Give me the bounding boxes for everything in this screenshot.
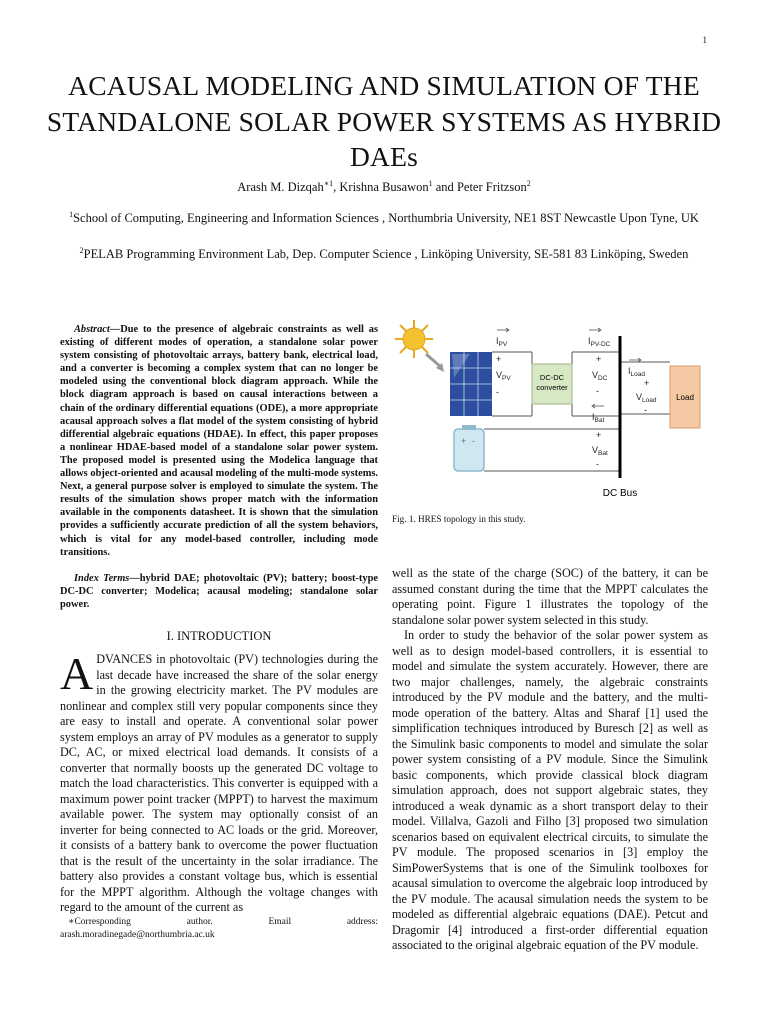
affiliation-text: School of Computing, Engineering and Information Sciences , Northumbria University, NE1 8ST Newcastle Upon Tyne, UK (73, 211, 699, 225)
author-superscript: ∗1 (323, 178, 334, 188)
abstract-lead: Abstract (74, 324, 110, 335)
label-i-bat: $I_{Bat}$ (592, 412, 605, 424)
author-list (40, 180, 728, 195)
affiliation-superscript: 2 (79, 245, 84, 255)
label-v-dc: $V_{DC}$ (592, 370, 608, 382)
paragraph: In order to study the behavior of the solar power system as well as to design model-based controllers, it is essential to model and simulate the system accurately. However, there are two major challenges, namely, the algebraic constraints introduced by the PV module and the battery, and the multi-mode operation of the battery. Altas and Sharaf [1] used the simplification techniques introduced by Buresch [2] as well as the Simulink basic components to model and simulate the solar power system consisting of a PV module. Since the Simulink basic components, which provide classical block diagram simulation approach, does not support algebraic states, they introduced a weak dynamic as a short transport delay to their model. Villalva, Gazoli and Filho [3] proposed two simulation scenarios based on equivalent electrical circuits, to simulate the PV module. The proposed scenarios in [3] employ the SimPowerSystems that is one of the Simulink toolboxes for acausal simulation to overcome the algebraic loop introduced by the PV module. The acausal simulation needs the system to be modeled as differential algebraic equations (DAE). Petcut and Dragomir [4] introduced a first-order differential equation associated to the original algebraic equation of the PV module. (392, 628, 708, 952)
right-column-text (392, 566, 708, 954)
label-i-pv-dc: $I_{PV-DC}$ (588, 336, 611, 348)
footnote-word: address: (346, 917, 378, 927)
page-number: 1 (702, 35, 707, 45)
affiliation-superscript: 1 (69, 209, 74, 219)
author-superscript: 2 (526, 178, 531, 188)
plus-sign: + (596, 430, 602, 440)
minus-sign: - (496, 387, 499, 397)
footnote-email: arash.moradinegade@northumbria.ac.uk (60, 930, 215, 940)
sun-icon (395, 320, 433, 358)
circuit-wires (484, 352, 670, 471)
affiliation-2 (60, 245, 708, 263)
abstract-text: —Due to the presence of algebraic constraints as well as existing of different modes of operation, a standalone solar power system consisting of photovoltaic arrays, battery bank, electrical load, and a converter is becoming a complex system that can no longer be modeled using the conventional block diagram approach. While the block diagram approach is based on causal interactions between a chain of the ordinary differential equations (ODE), a more appropriate acausal approach solves a flat model of the system consisting of hybrid differential algebraic equations (HDAE). In effect, this paper proposes a nonlinear HDAE-based model of a standalone solar power system. The proposed model is presented using the Modelica language that allows object-oriented and acausal modeling of the multi-mode systems. Next, a general purpose solver is employed to simulate the system. The results of the simulation shows proper match with the information available in the components datasheet. It is shown that the simulation provides a sufficiently accurate prediction of all the system behaviors, which is vital for any model-based controller, including mode transitions. (60, 324, 378, 558)
label-i-pv: $I_{PV}$ (496, 336, 508, 348)
author-name: Arash M. Dizqah (237, 180, 324, 194)
index-terms-lead: Index Terms (74, 573, 130, 584)
label-v-bat: $V_{Bat}$ (592, 445, 608, 457)
label-i-load: $I_{Load}$ (628, 366, 645, 378)
plus-sign: + (496, 354, 502, 364)
minus-sign: - (596, 459, 599, 469)
footnote (60, 916, 378, 942)
author-name: Peter Fritzson (456, 180, 527, 194)
intro-text: DVANCES in photovoltaic (PV) technologies during the last decade have increased the share of the solar energy in the growing electricity market. The PV modules are nonlinear and complex still very popular components since they are easy to install and operate. A conventional solar power system employs an array of PV modules as a generator to supply DC, AC, or mixed electrical load demands. It consists of a converter that normally boosts up the generated DC voltage to match the load characteristics. This converter is equipped with a maximum power point tracker (MPPT) to harvest the maximum available power. The system may optionally consist of an inverter for being connected to AC loads or the grid. Moreover, it consists of a battery bank to overcome the power fluctuation that is the result of the uncertainty in the solar irradiance. The battery also provides a constant voltage bus, which is essential for the MPPT algorithm. Although the voltage changes with regard to the amount of the current as (60, 652, 378, 914)
abstract (60, 323, 378, 559)
figure-hres-topology (392, 316, 708, 506)
load-label: Load (676, 393, 694, 402)
battery-icon (454, 425, 484, 471)
paragraph: well as the state of the charge (SOC) of the battery, it can be assumed constant during the time that the MPPT calculates the operating point. Figure 1 illustrates the topology of the standalone solar power system selected in this study. (392, 566, 708, 627)
minus-sign: - (596, 386, 599, 396)
irradiance-arrow-icon (426, 354, 444, 372)
intro-paragraph (60, 648, 378, 916)
converter-label: converter (536, 383, 568, 392)
drop-cap: A (60, 648, 94, 699)
label-v-load: $V_{Load}$ (636, 392, 657, 404)
figure-caption: Fig. 1. HRES topology in this study. (392, 514, 526, 524)
affiliation-text: PELAB Programming Environment Lab, Dep. Computer Science , Linköping University, SE-581 83 Linköping, Sweden (83, 247, 689, 261)
footnote-word: ∗Corresponding (68, 917, 131, 927)
footnote-word: Email (268, 917, 292, 927)
author-name: Krishna Busawon (339, 180, 429, 194)
converter-label: DC-DC (539, 373, 565, 382)
paper-title: ACAUSAL MODELING AND SIMULATION OF THE STANDALONE SOLAR POWER SYSTEMS AS HYBRID DAEs (46, 70, 722, 172)
footnote-word: author. (186, 917, 213, 927)
plus-sign: + (596, 354, 602, 364)
section-heading: I. INTRODUCTION (166, 629, 272, 643)
index-terms (60, 572, 378, 611)
author-separator: , (333, 180, 340, 194)
label-v-pv: $V_{PV}$ (496, 370, 511, 382)
plus-sign: + (644, 378, 650, 388)
affiliation-1 (60, 209, 708, 227)
svg-text:-: - (472, 436, 475, 446)
dc-bus-label: DC Bus (602, 488, 638, 499)
minus-sign: - (644, 405, 647, 415)
author-superscript: 1 (428, 178, 433, 188)
pv-panel-icon (450, 352, 492, 416)
svg-text:+: + (461, 436, 467, 446)
author-separator: and (432, 180, 457, 194)
index-terms-text: —hybrid DAE; photovoltaic (PV); battery; boost-type DC-DC converter; Modelica; acausal modeling; standalone solar power. (60, 573, 378, 611)
